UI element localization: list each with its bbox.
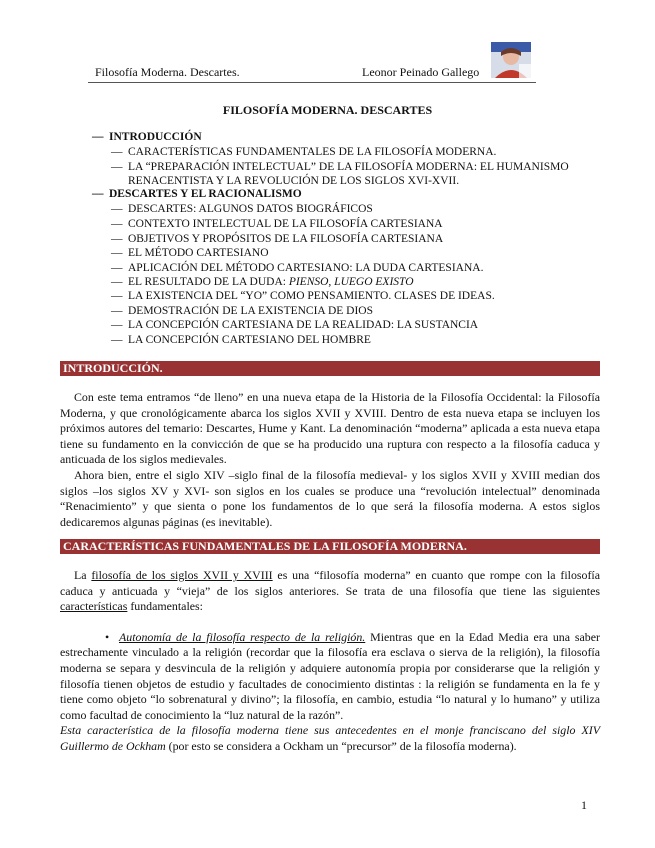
outline-item: — LA “PREPARACIÓN INTELECTUAL” DE LA FILOSOFÍA MODERNA: EL HUMANISMO: [111, 161, 569, 173]
outline-item: — LA CONCEPCIÓN CARTESIANA DE LA REALIDAD: LA SUSTANCIA: [111, 319, 479, 331]
outline-item: — OBJETIVOS Y PROPÓSITOS DE LA FILOSOFÍA CARTESIANA: [111, 233, 444, 245]
author-photo: [491, 42, 531, 78]
outline-heading-intro: — INTRODUCCIÓN: [92, 131, 202, 143]
paragraph: Ahora bien, entre el siglo XIV –siglo final de la filosofía medieval- y los siglos XVII y XVIII median dos siglos –los siglos XV y XVI- son siglos en los cuales se produce una “revolución intelectual” denominada “Renacimiento” y que sienta o pone los fundamentos de lo que será la filosofía moderna. A estos siglos dedicaremos algunas páginas (es inevitable).: [60, 467, 600, 529]
caracteristicas-text: [60, 568, 600, 755]
outline-item: — EL MÉTODO CARTESIANO: [111, 247, 269, 259]
outline-item: — CARACTERÍSTICAS FUNDAMENTALES DE LA FILOSOFÍA MODERNA.: [111, 146, 497, 158]
outline-item-continued: RENACENTISTA Y LA REVOLUCIÓN DE LOS SIGLOS XVI-XVII.: [128, 175, 460, 187]
section-heading-intro: INTRODUCCIÓN.: [60, 361, 600, 376]
paragraph-note: Esta característica de la filosofía moderna tiene sus antecedentes en el monje franciscano del siglo XIV Guillermo de Ockham (por esto se considera a Ockham un “precursor” de la filosofía moderna).: [60, 723, 600, 753]
outline-item: — APLICACIÓN DEL MÉTODO CARTESIANO: LA DUDA CARTESIANA.: [111, 262, 484, 274]
paragraph: La filosofía de los siglos XVII y XVIII es una “filosofía moderna” en cuanto que rompe con la filosofía caduca y anticuada y “vieja” de los siglos anteriores. Se trata de una filosofía que tiene las siguientes características fundamentales:: [60, 568, 600, 614]
header-left: Filosofía Moderna. Descartes.: [95, 65, 240, 79]
bullet-item: • Autonomía de la filosofía respecto de la religión. Mientras que en la Edad Media era una saber estrechamente vinculado a la religión (recordar que la filosofía era esclava o sierva de la religión), la filosofía moderna se separa y desvincula de la religión y adquiere autonomía propia por considerarse que la religión y filosofía tienen objetos de estudio y facultades de conocimiento distintas : la religión se fundamenta en la fe y tiene como objeto “lo sobrenatural y divino”; la filosofía, en cambio, estudia “lo natural y lo humano” y utiliza como facultad de conocimiento la “luz natural de la razón”.: [60, 629, 600, 722]
intro-text: [60, 390, 600, 530]
outline-item: — LA CONCEPCIÓN CARTESIANO DEL HOMBRE: [111, 334, 371, 346]
document-title: FILOSOFÍA MODERNA. DESCARTES: [222, 103, 433, 117]
header-rule: [88, 82, 536, 83]
outline-item: — DESCARTES: ALGUNOS DATOS BIOGRÁFICOS: [111, 203, 373, 215]
paragraph: Con este tema entramos “de lleno” en una nueva etapa de la Historia de la Filosofía Occidental: la Filosofía Moderna, y que cronológicamente abarca los siglos XVII y XVIII. Dentro de esta nueva etapa se incluyen los próximos autores del temario: Descartes, Hume y Kant. La denominación “moderna” aplicada a esta nueva etapa tiene su fundamento en la convicción de que se ha producido una ruptura con respecto a la filosofía caduca y anticuada de los siglos medievales.: [60, 390, 600, 467]
outline-item: — EL RESULTADO DE LA DUDA: PIENSO, LUEGO EXISTO: [111, 276, 414, 288]
header-author: Leonor Peinado Gallego: [362, 65, 480, 79]
outline-heading-descartes: — DESCARTES Y EL RACIONALISMO: [92, 188, 302, 200]
section-heading-caracteristicas: CARACTERÍSTICAS FUNDAMENTALES DE LA FILOSOFÍA MODERNA.: [60, 539, 600, 554]
outline-item: — CONTEXTO INTELECTUAL DE LA FILOSOFÍA CARTESIANA: [111, 218, 443, 230]
outline-item: — DEMOSTRACIÓN DE LA EXISTENCIA DE DIOS: [111, 305, 374, 317]
page-number: 1: [581, 798, 587, 812]
outline-item: — LA EXISTENCIA DEL “YO” COMO PENSAMIENTO. CLASES DE IDEAS.: [111, 290, 495, 302]
bullet-marker: •: [105, 629, 110, 644]
